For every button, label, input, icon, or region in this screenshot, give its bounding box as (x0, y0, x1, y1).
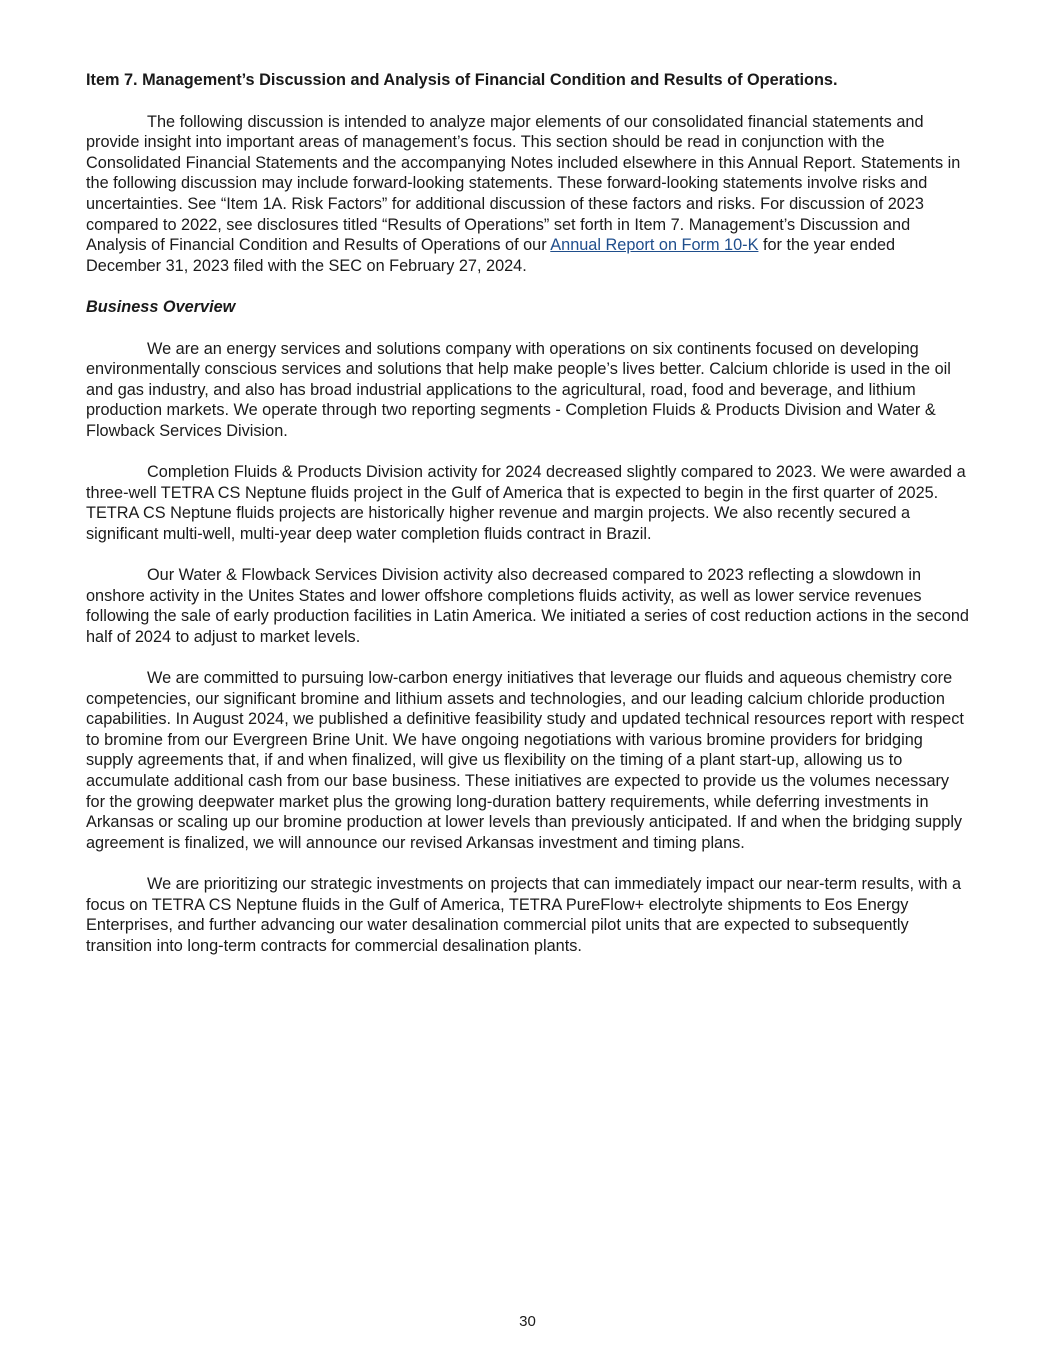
completion-fluids-paragraph: Completion Fluids & Products Division activity for 2024 decreased slightly compared to 2023. We were awarded a three-well TETRA CS Neptune fluids project in the Gulf of America that is expected to begin in the first quarter of 2025. TETRA CS Neptune fluids projects are historically higher revenue and margin projects. We also recently secured a significant multi-well, multi-year deep water completion fluids contract in Brazil. (86, 463, 966, 543)
intro-text-before-link: The following discussion is intended to analyze major elements of our consolidated financial statements and provide insight into important areas of management’s focus. This section should be read in conjunction with the Consolidated Financial Statements and the accompanying Notes included elsewhere in this Annual Report. Statements in the following discussion may include forward-looking statements. These forward-looking statements involve risks and uncertainties. See “Item 1A. Risk Factors” for additional discussion of these factors and risks. For discussion of 2023 compared to 2022, see disclosures titled “Results of Operations” set forth in Item 7. Management’s Discussion and Analysis of Financial Condition and Results of Operations of our (86, 112, 961, 255)
annual-report-link[interactable]: Annual Report on Form 10-K (550, 236, 759, 255)
intro-text-after-link: for the year ended December 31, 2023 filed with the SEC on February 27, 2024. (86, 236, 896, 275)
overview-paragraph: We are an energy services and solutions company with operations on six continents focused on developing environmentally conscious services and solutions that help make people’s lives better. Calcium chloride is used in the oil and gas industry, and also has broad industrial applications to the agricultural, road, food and beverage, and lithium production markets. We operate through two reporting segments - Completion Fluids & Products Division and Water & Flowback Services Division. (86, 339, 951, 440)
low-carbon-paragraph: We are committed to pursuing low-carbon energy initiatives that leverage our fluids and aqueous chemistry core competencies, our significant bromine and lithium assets and technologies, and our leading calcium chloride production capabilities. In August 2024, we published a definitive feasibility study and updated technical resources report with respect to bromine from our Evergreen Brine Unit. We have ongoing negotiations with various bromine providers for bridging supply agreements that, if and when finalized, will give us flexibility on the timing of a plant start-up, allowing us to accumulate additional cash from our base business. These initiatives are expected to provide us the volumes necessary for the growing deepwater market plus the growing long-duration battery requirements, while deferring investments in Arkansas or scaling up our bromine production at lower levels than previously anticipated. If and when the bridging supply agreement is finalized, we will announce our revised Arkansas investment and timing plans. (86, 669, 964, 852)
water-flowback-paragraph: Our Water & Flowback Services Division activity also decreased compared to 2023 reflecting a slowdown in onshore activity in the Unites States and lower offshore completions fluids activity, as well as lower service revenues following the sale of early production facilities in Latin America. We initiated a series of cost reduction actions in the second half of 2024 to adjust to market levels. (86, 566, 969, 646)
strategic-investments-paragraph: We are prioritizing our strategic investments on projects that can immediately impact our near-term results, with a focus on TETRA CS Neptune fluids in the Gulf of America, TETRA PureFlow+ electrolyte shipments to Eos Energy Enterprises, and further advancing our water desalination commercial pilot units that are expected to subsequently transition into long-term contracts for commercial desalination plants. (86, 874, 962, 955)
intro-paragraph (86, 112, 971, 277)
page-number: 30 (519, 1313, 536, 1330)
section-heading: Item 7. Management’s Discussion and Analysis of Financial Condition and Results of Operations. (86, 71, 838, 89)
document-body (86, 70, 971, 977)
business-overview-title: Business Overview (86, 297, 236, 316)
